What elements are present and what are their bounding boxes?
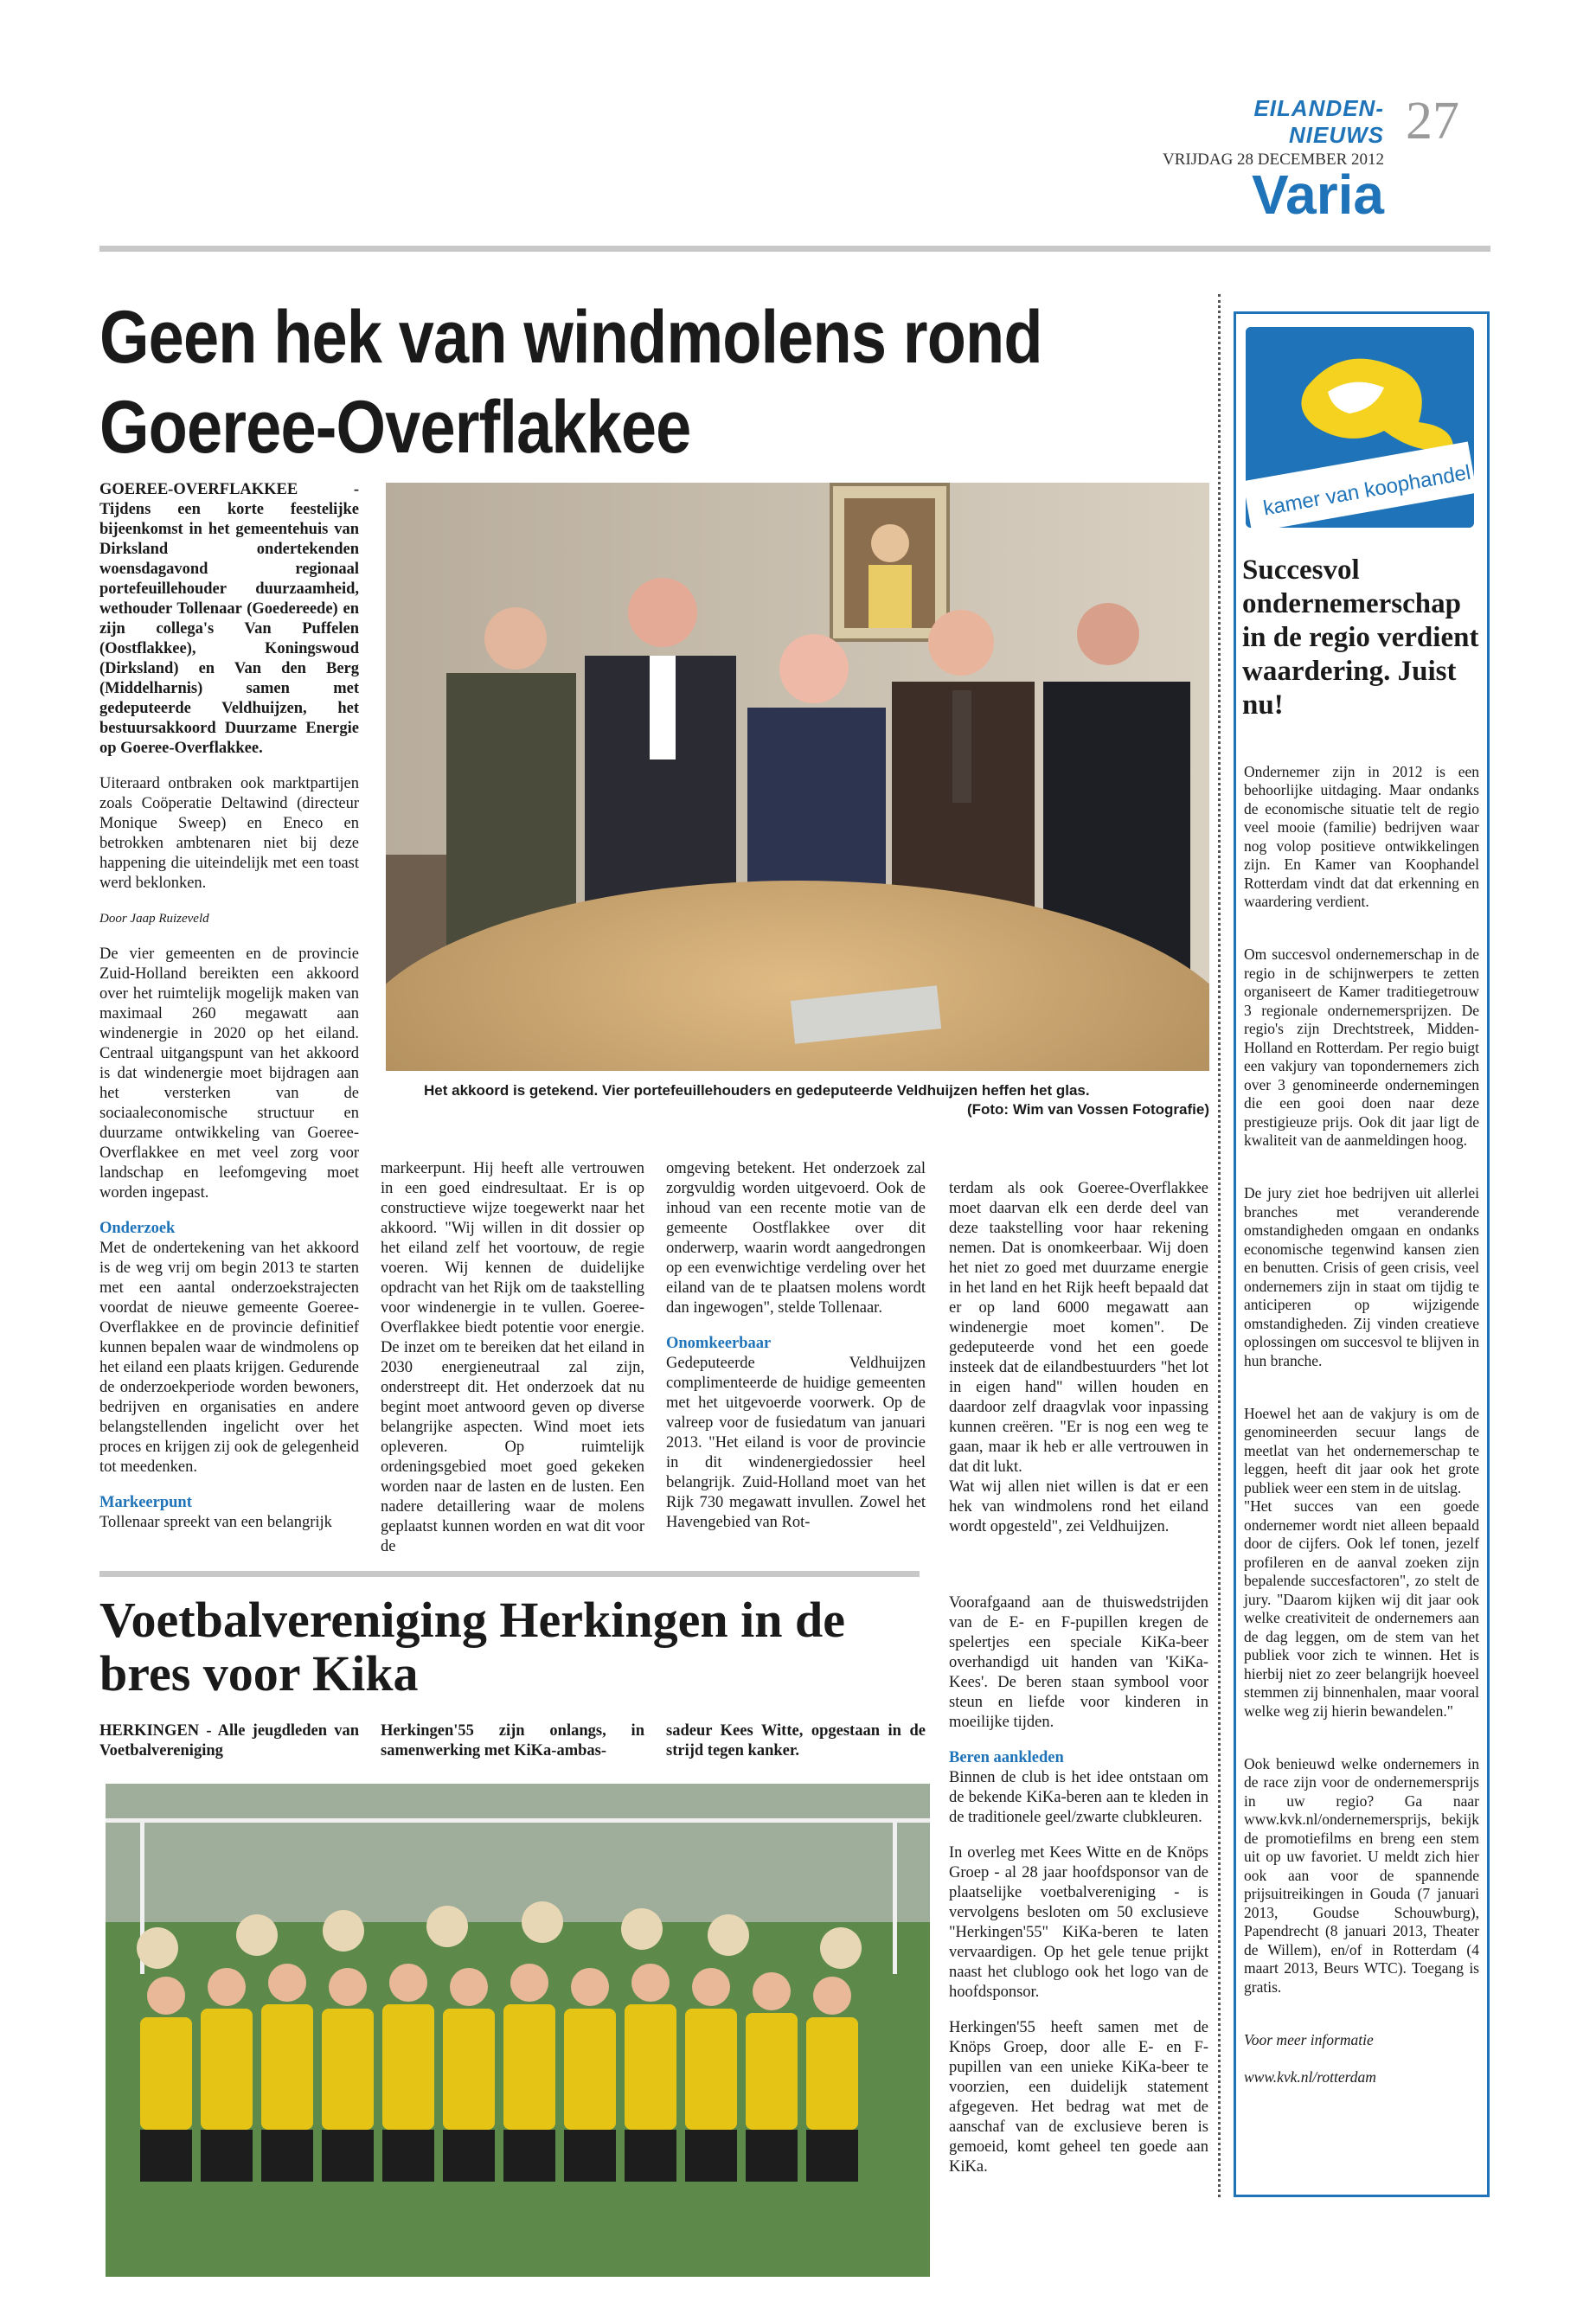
kvk-logo-text: kamer van koophandel [1261,460,1473,521]
photo-credit: (Foto: Wim van Vossen Fotografie) [966,1101,1209,1118]
paragraph: terdam als ook Goeree-Overflakkee moet daarvan elk een derde deel van deze taakstelling voor haar rekening nemen. Dat is onomkeerbaar. Wij doen het niet zo goed met duurzame energie in het land en het Rijk heeft bepaald dat er op land 6000 megawatt aan windenergie moet komen". De gedeputeerde vond het een goede insteek dat de eilandbestuurders "het lot in eigen hand" willen houden en daardoor zelf draagvlak voor inpassing kunnen creëren. "Er is nog een weg te gaan, maar ik heb er alle vertrouwen in dat dit lukt. Wat wij allen niet willen is dat er een hek van windmolens rond het eiland wordt opgesteld", zei Veldhuijzen. [949,1180,1208,1535]
issue-date: VRIJDAG 28 DECEMBER 2012 [1163,151,1384,169]
more-info-link[interactable]: www.kvk.nl/rotterdam [1244,2067,1376,2086]
headline-line-1: Geen hek van windmolens rond [99,296,1042,379]
paragraph: Herkingen'55 heeft samen met de Knöps Groep, door alle E- en F- pupillen van een unieke KiKa-beer te voorzien, een duidelijk statement afgegeven. Het bedrag wat met de aanschaf van de exclusieve beren is gemoeid, komt geheel ten goede aan KiKa. [949,2019,1208,2176]
headline-line-1: Voetbalvereniging Herkingen in de [99,1592,846,1648]
headline-line-2: bres voor Kika [99,1645,419,1702]
article2-lead-1: HERKINGEN - Alle jeugdleden van Voetbalvereniging [99,1722,359,1759]
caption-text: Het akkoord is getekend. Vier portefeuillehouders en gedeputeerde Veldhuijzen heffen het glas. [424,1082,1090,1099]
photo-illustration [386,483,1209,1071]
masthead [1159,95,1384,170]
subheading: Onomkeerbaar [666,1335,772,1352]
article-column-1 [99,480,359,1548]
subheading: Beren aankleden [949,1749,1064,1766]
article2-headline [99,1593,965,1701]
newspaper-name: EILANDEN-NIEUWS [1253,95,1384,148]
paragraph: Met de ondertekening van het akkoord is de weg vrij om begin 2013 te starten met een aantal onderzoekstrajecten voordat de nieuwe gemeente Goeree-Overflakkee en de provincie definitief kunnen bepalen waar de windmolens op het eiland een plaats krijgen. Gedurende de onderzoekperiode worden bewoners, bedrijven en organisaties en andere belangstellenden ingelicht over het proces en krijgen zij ook de gelegenheid tot meedenken. [99,1240,359,1476]
section-title: Varia [1251,163,1384,226]
article2-column-4 [949,1593,1208,2193]
sidebar-body [1244,744,1479,2106]
byline: Door Jaap Ruizeveld [99,912,209,926]
article-column-4 [949,1159,1208,1573]
article2-lead-3: sadeur Kees Witte, opgestaan in de strijd tegen kanker. [666,1722,926,1759]
subheading: Markeerpunt [99,1494,192,1511]
paragraph: De vier gemeenten en de provincie Zuid-Holland bereikten een akkoord over het ruimtelijk mogelijk maken van maximaal 260 megawatt aan windenergie in 2020 op het eiland. Centraal uitgangspunt van het akkoord is dat windenergie moet bijdragen aan het versterken van de sociaaleconomische structuur en duurzame ontwikkeling van Goeree-Overflakkee en met veel zorg voor landschap en leefomgeving moet worden ingepast. [99,945,359,1202]
team-photo-illustration [106,1784,930,2277]
article-headline [99,292,1052,472]
paragraph: Hoewel het aan de vakjury is om de genomineerden secuur langs de meetlat van het ondernemerschap te leggen, heeft dit jaar ook het grote publiek weer een stem in de uitslag. "Het succes van een goede ondernemer wordt niet alleen bepaald door de cijfers. Ook lef tonen, jezelf profileren en de aanval zoeken zijn bepalende succesfactoren", zo stelt de jury. "Daarom kijken wij dit jaar ook welke creativiteit de ondernemers aan de dag leggen, om de stem van het publiek voor zich te winnen. Het is hierbij niet zo zeer belangrijk hoeveel stemmen zij binnenhalen, maar vooral welke weg zij hierin bewandelen." [1244,1404,1479,1720]
officials-toast-photo [386,483,1209,1071]
team-photo [106,1784,930,2277]
kvk-logo [1246,327,1474,528]
paragraph: Voorafgaand aan de thuiswedstrijden van de E- en F-pupillen kregen de spelertjes een speciale KiKa-beer overhandigd uit handen van 'KiKa-Kees'. De beren staan symbool voor steun en liefde voor kinderen in moeilijke tijden. [949,1594,1208,1731]
article-column-3 [666,1159,926,1548]
column-separator [1218,294,1221,2197]
paragraph: markeerpunt. Hij heeft alle vertrouwen in een goed eindresultaat. Er is op constructieve wijze toegewerkt naar het akkoord. "Wij willen in dit dossier op het eiland zelf het voortouw, de regie voeren. Wij kennen de duidelijke opdracht van het Rijk om de taakstelling voor windenergie in te vullen. Goeree-Overflakkee biedt potentie voor energie. De inzet om te bereiken dat het eiland in 2030 energieneutraal zal zijn, onderstreept dit. Het onderzoek dat nu begint moet antwoord geven op diverse belangrijke aspecten. Wind moet iets opleveren. Op ruimtelijk ordeningsgebied moet goed gekeken worden naar de lasten en de lusten. Een nadere detaillering waar de molens geplaatst kunnen worden en wat dit voor de [381,1160,644,1555]
article2-lead-2: Herkingen'55 zijn onlangs, in samenwerking met KiKa-ambas- [381,1722,644,1759]
headline-line-2: Goeree-Overflakkee [99,386,691,469]
article-column-2 [381,1159,644,1573]
article-lead: GOEREE-OVERFLAKKEE - Tijdens een korte feestelijke bijeenkomst in het gemeentehuis van Dirksland ondertekenden woensdagavond regionaal portefeuillehouder duurzaamheid, wethouder Tollenaar (Goedereede) en zijn collega's Van Puffelen (Oostflakkee), Koningswoud (Dirksland) en Van den Berg (Middelharnis) samen met gedeputeerde Veldhuijzen, het bestuursakkoord Duurzame Energie op Goeree-Overflakkee. [99,481,359,757]
section-divider [99,1571,920,1577]
paragraph: De jury ziet hoe bedrijven uit allerlei branches met veranderende omstandigheden omgaan en ondanks economische tegenwind kansen zien en benutten. Crisis of geen crisis, veel ondernemers zijn in staat om tijdig te anticiperen op wijzigende omstandigheden. Zij vinden creatieve oplossingen om succesvol te blijven in hun branche. [1244,1184,1479,1369]
photo-caption [424,1081,1209,1119]
paragraph: Binnen de club is het idee ontstaan om de bekende KiKa-beren aan te kleden in de traditionele geel/zwarte clubkleuren. [949,1769,1208,1826]
top-rule [99,246,1490,252]
paragraph: Ook benieuwd welke ondernemers in de race zijn voor de ondernemersprijs in uw regio? Ga naar www.kvk.nl/ondernemersprijs, bekijk de promotiefilms en breng een stem uit op uw favoriet. U meldt zich hier ook aan voor de spannende prijsuitreikingen in Gouda (7 januari 2013, Goudse Schouwburg), Papendrecht (8 januari 2013, Theater de Willem), en/of in Rotterdam (4 maart 2013, Beurs WTC). Toegang is gratis. [1244,1754,1479,1996]
article-intro: Uiteraard ontbraken ook marktpartijen zoals Coöperatie Deltawind (directeur Monique Sweep) en Eneco en betrokken ambtenaren niet bij deze happening die uiteindelijk met een toast werd beklonken. [99,775,359,892]
subheading: Onderzoek [99,1220,176,1237]
more-info-label: Voor meer informatie [1244,2030,1374,2048]
paragraph: Tollenaar spreekt van een belangrijk [99,1514,332,1531]
page-number: 27 [1406,92,1459,151]
kvk-logo-icon [1246,327,1474,528]
paragraph: Ondernemer zijn in 2012 is een behoorlijke uitdaging. Maar ondanks de economische situatie telt de regio veel mooie (familie) bedrijven waar nog volop positieve ontwikkelingen zijn. En Kamer van Koophandel Rotterdam vindt dat dat erkenning en waardering verdient. [1244,762,1479,910]
paragraph: Gedeputeerde Veldhuijzen complimenteerde de huidige gemeenten met het uitgevoerde voorwerk. Op de valreep voor de fusiedatum van januari 2013. "Het eiland is voor de provincie in dit windenergiedossier heel belangrijk. Zuid-Holland moet van het Rijk 730 megawatt invullen. Zowel het Havengebied van Rot- [666,1355,926,1531]
sidebar-headline: Succesvol ondernemerschap in de regio verdient waardering. Juist nu! [1242,554,1479,721]
paragraph: Om succesvol ondernemerschap in de regio in de schijnwerpers te zetten organiseert de Kamer traditiegetrouw 3 regionale ondernemersprijzen. De regio's zijn Drechtstreek, Midden-Holland en Rotterdam. Per regio buigt een vakjury van topondernemers zich over 3 genomineerde ondernemingen die een gooi doen naar deze prestigieuze prijs. Ook dit jaar ligt de kwaliteit van de aanmeldingen hoog. [1244,945,1479,1149]
paragraph: In overleg met Kees Witte en de Knöps Groep - al 28 jaar hoofdsponsor van de plaatselijke voetbalvereniging - is vervolgens besloten om 50 exclusieve "Herkingen'55" KiKa-beren te laten vervaardigen. Op het gele tenue prijkt naast het clublogo ook het logo van de hoofdsponsor. [949,1844,1208,2001]
paragraph: omgeving betekent. Het onderzoek zal zorgvuldig worden uitgevoerd. Ook de inhoud van een recente motie van de gemeente Oostflakkee over dit onderwerp, waarin wordt aangedrongen op een evenwichtige verdeling over het eiland van de te plaatsen molens wordt dan ingewogen", stelde Tollenaar. [666,1160,926,1317]
